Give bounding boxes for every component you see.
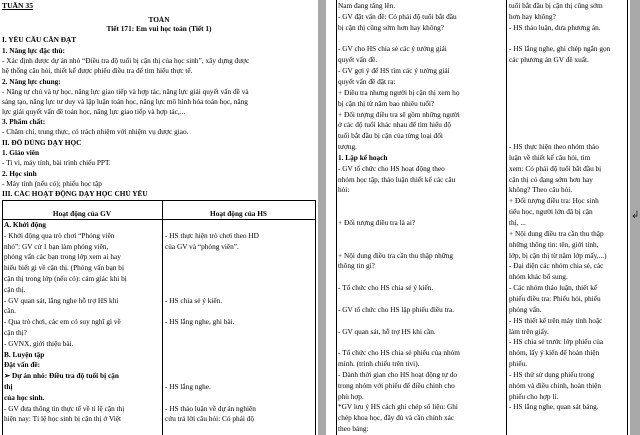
table-header-hs: Hoạt động của HS bbox=[210, 210, 267, 218]
table-cell-line: phiếu cho hợp lí. bbox=[509, 392, 559, 401]
table-cell-line: trong nhóm với phiếu để điều chỉnh cho bbox=[338, 381, 455, 390]
table-cell-line: - GVNX, giới thiệu bài. bbox=[4, 339, 74, 348]
table-column-divider bbox=[506, 0, 507, 435]
table-cell-line: bị cận thị từ năm bao nhiêu tuổi? bbox=[338, 99, 435, 108]
paragraph-line: sáng tạo, năng lực tư duy và lập luận toán học, năng lực mô hình hóa toán học, năng bbox=[2, 98, 248, 106]
table-cell-line: - GV quan sát, lắng nghe hỗ trợ HS khi bbox=[4, 296, 119, 305]
table-cell-line: - HS lắng nghe, quan sát bảng. bbox=[509, 403, 599, 412]
subsection-2-1-heading: 1. Giáo viên bbox=[2, 149, 40, 157]
table-cell-line: - HS thực hiện trò chơi theo HD bbox=[165, 231, 259, 240]
table-cell-line: - GV đưa thông tin thực tế về tỉ lệ cận thị bbox=[4, 404, 125, 413]
table-cell-line: của GV và “phỏng viên”. bbox=[165, 242, 239, 251]
table-header-divider bbox=[2, 219, 315, 220]
table-cell-line: cận thị trong lớp (nếu có): cảm giác khi bị bbox=[4, 275, 127, 283]
table-cell-line: - Qua trò chơi, các em có suy nghĩ gì về bbox=[4, 318, 121, 327]
table-cell-line: - HS lắng nghe. bbox=[165, 383, 211, 391]
paragraph-line: lực giải quyết vấn đề toán học, năng lực giao tiếp và hợp tác,... bbox=[2, 108, 186, 116]
table-cell-line: ➢ Dự án nhỏ: Điều tra độ tuổi bị cận bbox=[4, 372, 119, 381]
section-2-heading: II. ĐỒ DÙNG DẠY HỌC bbox=[2, 139, 82, 147]
table-cell-line: lớp, bị cận thị từ năm lớp mấy,...) bbox=[509, 251, 607, 260]
subsection-1-3-heading: 3. Phẩm chất: bbox=[2, 118, 46, 126]
table-cell-line: phỏng vấn. bbox=[509, 305, 542, 314]
paragraph-line: - Ti vi, máy tính, bài trình chiếu PPT. bbox=[2, 159, 111, 167]
table-cell-line: hỏi: bbox=[338, 186, 350, 195]
table-cell-line: - Tổ chức cho HS chia sẻ phiếu của nhóm bbox=[338, 349, 460, 358]
table-cell-line: của học sinh. bbox=[4, 393, 45, 402]
activities-table-continued bbox=[336, 0, 628, 435]
table-cell-line: + Đối tượng điều tra là ai? bbox=[338, 219, 416, 227]
table-cell-line: quyết vấn đề. bbox=[338, 56, 378, 65]
table-cell-line: - Các nhóm thảo luận, thiết kế bbox=[509, 284, 598, 293]
paragraph-line: hệ thống câu hỏi, thiết kế được phiếu điều tra để tìm hiểu thực tế. bbox=[2, 67, 193, 75]
table-cell-line: phù hợp. bbox=[338, 392, 364, 401]
table-cell-line: nhóm, lấy ý kiến để hoàn thiện bbox=[509, 349, 600, 358]
table-cell-line: - Dành thời gian cho HS hoạt động tự do bbox=[338, 370, 458, 379]
paragraph-line: - Năng tự chủ và tự học, năng lực giao tiếp và hợp tác, năng lực giải quyết vấn đề và bbox=[2, 88, 249, 96]
table-cell-line: tiểu học, người lớn đã bị cận bbox=[509, 208, 593, 217]
table-cell-line: xem: Có phải độ tuổi bắt đầu bị bbox=[509, 164, 602, 173]
table-cell-line: + Nội dung điều tra cần thu thập bbox=[509, 229, 604, 238]
subsection-2-2-heading: 2. Học sinh bbox=[2, 170, 37, 178]
document-page-right bbox=[326, 0, 630, 435]
table-cell-line: cận thị? bbox=[4, 329, 27, 337]
table-cell-line: tuổi bắt đầu bị cận thị cũng sớm bbox=[509, 2, 603, 10]
margin-return-icon: ↲ bbox=[631, 210, 640, 221]
table-cell-line: quyết vấn đề đặt ra: bbox=[338, 77, 396, 86]
table-cell-line: hơn hay không? bbox=[509, 12, 556, 21]
table-cell-line: những thông tin: tên, giới tính, bbox=[509, 240, 599, 249]
table-cell-line: - Đại diện các nhóm chia sẻ, các bbox=[509, 262, 604, 271]
table-cell-line: A. Khởi động bbox=[4, 221, 46, 229]
table-cell-line: ở các độ tuổi khác nhau để tìm hiểu độ bbox=[338, 121, 452, 130]
table-cell-line: - GV cho HS chia sẻ các ý tưởng giải bbox=[338, 45, 447, 54]
table-cell-line: hiểu biết gì về cận thị. (Phỏng vấn bạn bị bbox=[4, 264, 124, 273]
table-cell-line: B. Luyện tập bbox=[4, 350, 45, 359]
subsection-1-1-heading: 1. Năng lực đặc thù: bbox=[2, 47, 65, 55]
table-cell-line: tượng. bbox=[338, 143, 357, 152]
paragraph-line: - Xác định được dự án nhỏ “Điều tra độ tuổi bị cận thị của học sinh”, xây dựng được bbox=[2, 57, 250, 65]
table-cell-line: + Đối tượng điều tra sẽ gồm những người bbox=[338, 110, 460, 119]
lesson-title: Tiết 171: Em vui học toán (Tiết 1) bbox=[106, 25, 212, 33]
table-cell-line: - GV tổ chức cho HS lập phiếu điều tra. bbox=[338, 305, 455, 314]
table-cell-line: - HS thảo luận, đưa phương án. bbox=[509, 23, 601, 32]
table-cell-line: Nam đang tăng lên. bbox=[338, 2, 396, 10]
table-cell-line: - HS chia sẻ ý kiến. bbox=[165, 296, 223, 305]
table-cell-line: - HS chia sẻ trước lớp phiếu của bbox=[509, 338, 604, 347]
table-cell-line: + Nội dung điều tra cần thu thập những bbox=[338, 251, 454, 260]
table-cell-line: các phương án GV đề xuất. bbox=[509, 56, 589, 65]
table-cell-line: cận thị có đang sớm hơn hay bbox=[509, 175, 593, 184]
table-cell-line: - HS thiết kế trên máy tính hoặc bbox=[509, 316, 603, 325]
table-cell-line: tuổi bắt đầu bị cận của từng loại đối bbox=[338, 132, 443, 141]
table-cell-line: thị bbox=[4, 383, 13, 391]
table-cell-line: luận về thiết kế câu hỏi, tìm bbox=[509, 153, 591, 162]
paragraph-line: - Chăm chỉ, trung thực, có trách nhiệm với nhiệm vụ được giao. bbox=[2, 128, 189, 136]
table-cell-line: thông tin gì? bbox=[338, 262, 375, 271]
subject-title: TOÁN bbox=[148, 16, 170, 24]
table-cell-line: - HS thảo luận về dự án nghiên bbox=[165, 404, 256, 413]
table-cell-line: nhỏ”: GV cử 1 bạn làm phóng viên, bbox=[4, 242, 109, 251]
table-cell-line: nhóm học tập, thảo luận thiết kế các câu bbox=[338, 175, 456, 184]
table-cell-line: bị cận thị cũng sớm hơn hay không? bbox=[338, 23, 445, 32]
table-header-gv: Hoạt động của GV bbox=[52, 210, 112, 218]
table-cell-line: cần. bbox=[4, 307, 16, 316]
table-cell-line: cận thị. bbox=[4, 285, 26, 294]
document-page-left bbox=[0, 0, 318, 435]
table-cell-line: thị, ... bbox=[509, 219, 526, 227]
table-cell-line: phỏng vấn các bạn trong lớp xem ai hay bbox=[4, 253, 121, 262]
table-cell-line: - Khởi động qua trò chơi “Phóng viên bbox=[4, 231, 115, 240]
table-cell-line: + Đối tượng điều tra: Học sinh bbox=[509, 197, 599, 206]
week-label: TUẦN 35 bbox=[2, 2, 34, 10]
table-cell-line: - HS thử sử dụng phiếu trong bbox=[509, 370, 595, 379]
table-cell-line: không? Theo câu hỏi. bbox=[509, 186, 573, 195]
table-cell-line: Đặt vấn đề: bbox=[4, 361, 41, 370]
table-cell-line: - GV tổ chức cho HS hoạt động theo bbox=[338, 164, 445, 173]
table-cell-line: + Điều tra nhưng người bị cận thị xem họ bbox=[338, 88, 460, 97]
table-cell-line: chép khoa học, đầy đủ và cần chính xác bbox=[338, 414, 455, 423]
section-1-heading: I. YÊU CẦU CẦN ĐẠT bbox=[2, 36, 77, 44]
table-cell-line: - Tổ chức cho HS chia sẻ ý kiến. bbox=[338, 284, 434, 293]
table-cell-line: phiếu điều tra: Phiếu hỏi, phiếu bbox=[509, 294, 601, 303]
table-cell-line: *GV lưu ý HS cách ghi chép số liệu: Ghi bbox=[338, 403, 458, 412]
table-cell-line: phiếu. bbox=[509, 360, 528, 369]
paragraph-line: - Máy tính (nếu có); phiếu học tập bbox=[2, 180, 102, 188]
table-cell-line: nhóm và điều chỉnh, hoàn thiện bbox=[509, 381, 602, 390]
table-cell-line: theo bảng: bbox=[338, 425, 369, 434]
table-cell-line: - HS thực hiện theo nhóm thảo bbox=[509, 143, 599, 152]
table-cell-line: nhóm khác bổ sung. bbox=[509, 273, 568, 282]
table-cell-line: mình. (trình chiếu trên tivi). bbox=[338, 360, 420, 369]
table-cell-line: 1. Lập kế hoạch bbox=[338, 153, 388, 162]
table-cell-line: - HS lắng nghe, ghi chép ngắn gọn bbox=[509, 45, 611, 54]
table-cell-line: - GV đặt vấn đề: Có phải độ tuổi bắt đầu bbox=[338, 12, 457, 21]
table-cell-line: làm trên giấy. bbox=[509, 327, 549, 336]
table-cell-line: - GV gợi ý để HS tìm các ý tưởng giải bbox=[338, 67, 450, 76]
table-column-divider bbox=[162, 200, 163, 435]
table-cell-line: hiện nay: Tỉ lệ học sinh bị cận thị ở Việt bbox=[4, 415, 122, 424]
section-3-heading: III. CÁC HOẠT ĐỘNG DẠY HỌC CHỦ YẾU bbox=[2, 190, 148, 198]
table-cell-line: cứu trả lời câu hỏi: Có phải độ bbox=[165, 415, 255, 424]
table-cell-line: - HS lắng nghe, ghi bài. bbox=[165, 318, 235, 327]
subsection-1-2-heading: 2. Năng lực chung: bbox=[2, 78, 61, 86]
table-cell-line: - GV quan sát, hỗ trợ HS khi cần. bbox=[338, 327, 436, 336]
